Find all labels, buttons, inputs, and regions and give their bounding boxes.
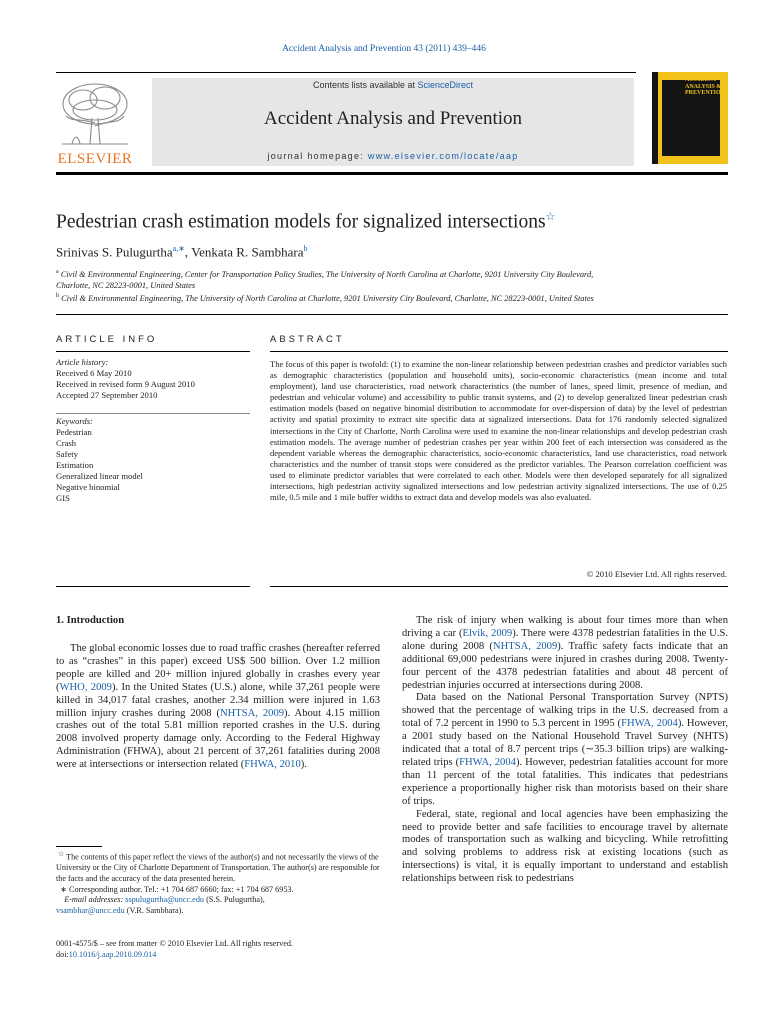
journal-title: Accident Analysis and Prevention <box>263 108 523 129</box>
doi-label: doi: <box>56 950 69 960</box>
paragraph <box>402 809 728 886</box>
footnote-rule <box>56 846 102 847</box>
keyword: GIS <box>56 493 70 503</box>
citation-link[interactable]: FHWA, 2010 <box>244 759 301 771</box>
journal-homepage <box>152 151 634 161</box>
tree-icon <box>50 78 140 150</box>
revised-date: Received in revised form 9 August 2010 <box>56 379 195 389</box>
doi-line <box>56 949 293 960</box>
author-2-affil-mark[interactable]: b <box>303 244 308 253</box>
abstract-heading: ABSTRACT <box>270 334 345 345</box>
doi-link[interactable]: 10.1016/j.aap.2010.09.014 <box>68 950 157 960</box>
email-link[interactable]: sspulugurtha@uncc.edu <box>125 895 205 905</box>
text-run: The global economic losses due to road traffic crashes (hereafter referred to as “crashes” in this paper) exceed US$ 500 billion. Over 1.2 million people are killed and 20+ million injured globally in crashes every year ( <box>56 643 380 693</box>
affil-a-label: a <box>56 269 59 275</box>
keywords-label: Keywords: <box>56 416 93 426</box>
received-date: Received 6 May 2010 <box>56 368 132 378</box>
footnote-star-text: The contents of this paper reflect the views of the author(s) and not necessarily the views of the University or the City of Charlotte Department of Transportation. The author(s) are responsible for the facts and the accuracy of the data presented herein. <box>56 852 380 883</box>
affil-a-line1: Civil & Environmental Engineering, Center for Transportation Policy Studies, The University of North Carolina at Charlotte, 9201 University City Boulevard, <box>60 269 594 279</box>
keyword: Crash <box>56 438 77 448</box>
abstract-text: The focus of this paper is twofold: (1) to examine the non-linear relationship between pedestrian crashes and predictor variables such as demographic characteristics (population and household units), socio-economic characteristics (mean income and total employment), land use characteristics, road network characteristics (the number of lanes, speed limit, presence of median, and pedestrian and vehicular volume) and accessibility to public transit systems, and (2) to develop generalized linear pedestrian crash estimation models (based on negative binomial distribution to accommodate for over-dispersion of data) by the level of pedestrian activity and spatial proximity to extract site specific data at signalized intersections. Data for 176 randomly selected signalized intersections in the City of Charlotte, North Carolina were used to examine the non-linear relationships and develop pedestrian crash estimation models. The average number of pedestrian crashes per year within 200 feet of each intersection was considered as the dependent variable whereas the demographic characteristics, socio-economic characteristics, land use characteristics, road network characteristics and the number of transit stops were considered as the predictor variables. The Pearson correlation coefficient was used to eliminate predictor variables that were correlated to each other. Models were then developed separately for all signalized intersections, high pedestrian activity signalized intersections and low pedestrian activity signalized intersections. The use of 0.25 mile, 0.5 mile and 1 mile buffer widths to extract data and develop models was also evaluated. <box>270 359 727 503</box>
text-run: ). However, pedestrian fatalities account for more than 11 percent of the total fatalities. This indicates that pedestrians experience a proportionally higher risk than motorists based on their share of trips. <box>402 756 728 807</box>
accepted-date: Accepted 27 September 2010 <box>56 390 158 400</box>
paragraph <box>402 692 728 808</box>
journal-cover <box>652 72 728 164</box>
elsevier-logo <box>50 78 140 170</box>
affiliation-b <box>56 291 736 304</box>
text-run: The risk of injury when walking is about four times more than when driving a car ( <box>402 615 728 639</box>
citation-link[interactable]: FHWA, 2004 <box>459 756 516 768</box>
section-heading-introduction: 1. Introduction <box>56 615 125 626</box>
text-run: ). About 4.15 million crashes out of the total 5.81 million reported crashes in the U.S. during 2008 involved property damage only. According to the Federal Highway Administration (FHWA), about 21 percent of 37,261 fatalities during 2008 were at intersections or intersection related ( <box>56 707 380 771</box>
footnote-email2 <box>56 906 382 917</box>
keyword: Generalized linear model <box>56 471 143 481</box>
article-info-heading: ARTICLE INFO <box>56 334 158 345</box>
homepage-label: journal homepage: <box>267 151 368 161</box>
article-info-divider <box>56 413 250 414</box>
paper-title-text: Pedestrian crash estimation models for signalized intersections <box>56 211 546 233</box>
text-run: ). Traffic safety facts indicate that an additional 69,000 pedestrians were injured in crashes during 2008. Twenty-four percent of the 4378 pedestrian fatalities and about 48 percent of pedestrian injuries occurred at intersections during 2008. <box>402 640 729 691</box>
article-history <box>56 357 195 401</box>
homepage-link[interactable]: www.elsevier.com/locate/aap <box>367 151 519 161</box>
history-label: Article history: <box>56 357 109 367</box>
citation-link[interactable]: FHWA, 2004 <box>621 718 678 730</box>
issn-line: 0001-4575/$ – see front matter © 2010 Elsevier Ltd. All rights reserved. <box>56 939 294 948</box>
keyword: Pedestrian <box>56 427 92 437</box>
text-run: ). <box>300 759 307 771</box>
journal-citation: Accident Analysis and Prevention 43 (2011) 439–446 <box>282 44 486 54</box>
email-owner: (V.R. Sambhara). <box>124 905 184 915</box>
header-bottom-rule <box>56 172 728 175</box>
citation-link[interactable]: WHO, 2009 <box>59 681 112 693</box>
body-column-right <box>402 615 728 886</box>
keyword: Negative binomial <box>56 482 120 492</box>
article-info-rule <box>56 351 250 352</box>
title-footnote-mark[interactable]: ☆ <box>545 211 556 223</box>
title-rule <box>56 314 728 315</box>
text-run: ). However, a 2001 study based on the National Household Travel Survey (NHTS) indicated that a total of 8.7 percent trips (∼35.3 billion trips) are walking-related trips ( <box>402 718 728 768</box>
paragraph <box>402 615 728 692</box>
email-owner: (S.S. Pulugurtha), <box>204 895 265 905</box>
cover-title: ACCIDENT ANALYSIS & PREVENTION <box>685 77 726 96</box>
footnotes <box>56 850 382 916</box>
footnote-emails <box>56 895 382 906</box>
author-list <box>56 244 307 260</box>
keyword: Estimation <box>56 460 94 470</box>
keyword: Safety <box>56 449 78 459</box>
paragraph <box>56 643 380 772</box>
text-run: Data based on the National Personal Transportation Survey (NPTS) showed that the percentage of walking trips in the U.S. decreased from a total of 7.2 percent in 1990 to 5.3 percent in 1995 ( <box>402 692 728 730</box>
author-2: Venkata R. Sambhara <box>191 244 304 260</box>
affil-b-label: b <box>56 293 59 299</box>
body-column-left <box>56 643 380 772</box>
author-1: Srinivas S. Pulugurtha <box>56 244 173 260</box>
text-run: ). In the United States (U.S.) alone, while 37,261 people were killed in 34,017 fatal crashes, another 2.34 million were injured in 1.63 million injury crashes during 2008 ( <box>56 681 380 719</box>
text-run: Federal, state, regional and local agencies have been emphasizing the need to provide better and safe facilities to encourage travel by alternate modes of transportation such as walking and bicycling. While retrofitting and solving problems to address risk at existing locations (such as intersections) is vital, it is equally important to understand and establish relationships between risk to pedestrians <box>402 808 728 885</box>
article-info-bottom-rule <box>56 586 250 587</box>
affil-b-text: Civil & Environmental Engineering, The University of North Carolina at Charlotte, 9201 University City Boulevard, Charlotte, NC 28223-0001, United States <box>61 293 594 303</box>
abstract-copyright: © 2010 Elsevier Ltd. All rights reserved. <box>586 569 727 579</box>
header-rule <box>56 72 636 73</box>
affil-a-line2: Charlotte, NC 28223-0001, United States <box>56 280 196 290</box>
affiliation-a <box>56 267 736 291</box>
citation-link[interactable]: NHTSA, 2009 <box>219 707 285 719</box>
citation-link[interactable]: NHTSA, 2009 <box>492 640 558 652</box>
front-matter-info <box>56 938 293 960</box>
publisher-name: ELSEVIER <box>57 151 133 167</box>
author-1-affil-mark[interactable]: a,∗ <box>172 244 185 253</box>
text-run: ). There were 4378 pedestrian fatalities in the U.S. alone during 2008 ( <box>402 627 729 652</box>
paper-title <box>56 210 555 234</box>
keywords-block <box>56 416 143 504</box>
contents-line <box>152 80 634 90</box>
footnote-star-mark: ☆ <box>58 851 65 858</box>
email-link[interactable]: vsambhar@uncc.edu <box>56 905 125 915</box>
footnote-corr-text: Corresponding author. Tel.: +1 704 687 6660; fax: +1 704 687 6953. <box>69 884 294 894</box>
footnote-corresponding <box>56 885 382 896</box>
sciencedirect-link[interactable]: ScienceDirect <box>417 80 474 90</box>
abstract-rule <box>270 351 728 352</box>
contents-prefix: Contents lists available at <box>312 80 418 90</box>
abstract-bottom-rule <box>270 586 728 587</box>
footnote-star <box>56 850 382 885</box>
email-label: E-mail addresses: <box>64 895 124 905</box>
footnote-corr-mark: ∗ <box>60 884 67 894</box>
citation-link[interactable]: Elvik, 2009 <box>462 627 513 639</box>
author-separator: , <box>184 244 192 260</box>
